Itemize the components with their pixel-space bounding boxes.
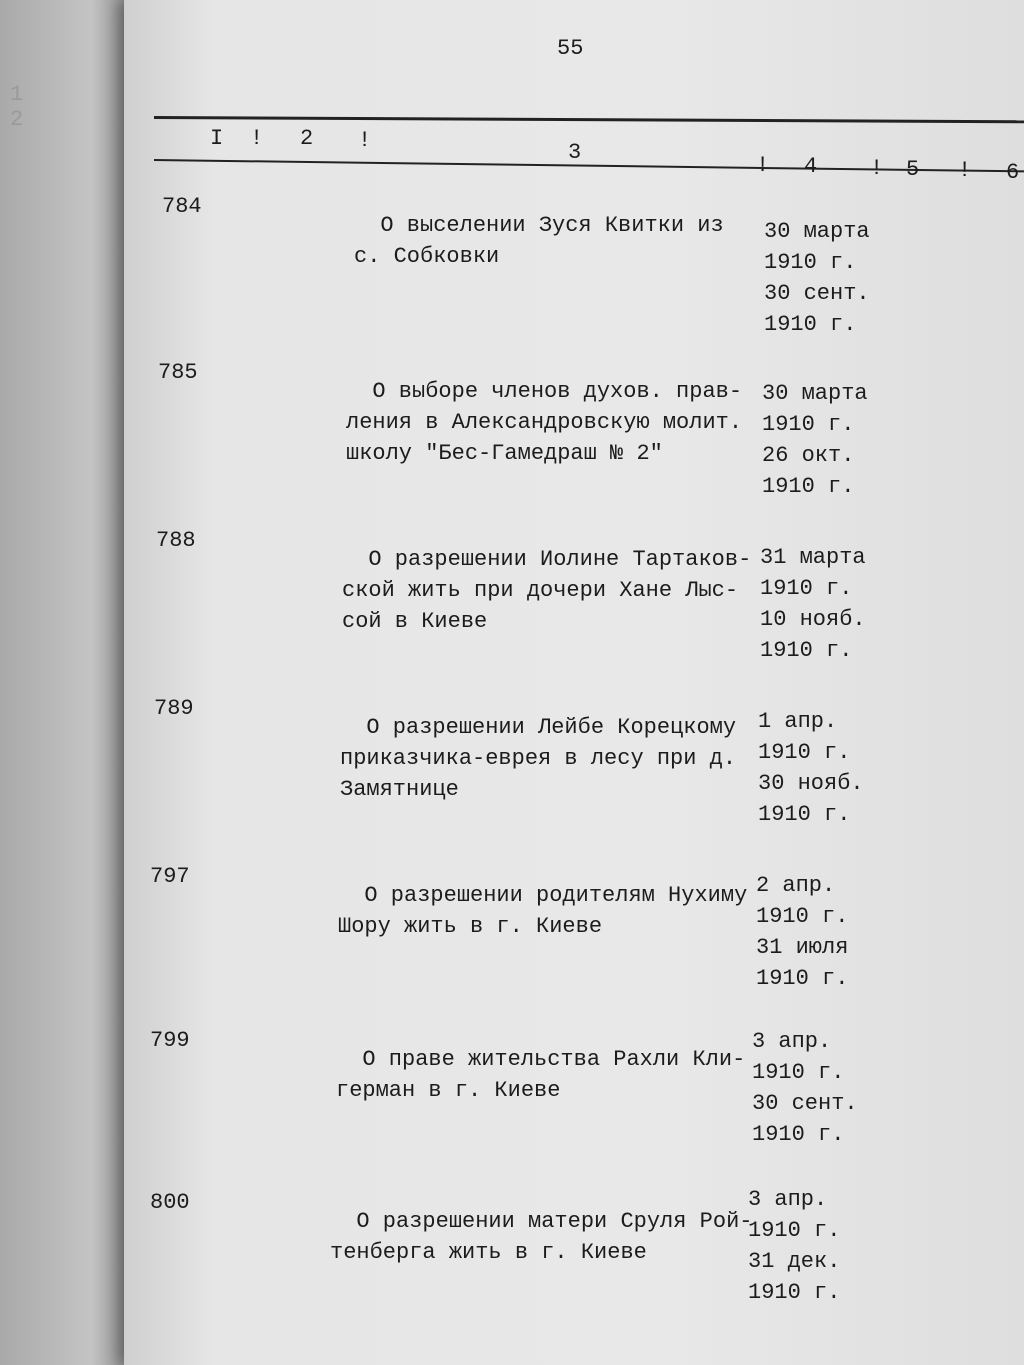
facing-page — [0, 0, 130, 1365]
end-year: 1910 г. — [758, 802, 851, 827]
end-date: 10 нояб. — [760, 607, 866, 632]
table-row — [124, 1187, 1024, 1350]
header-col-4: 4 — [804, 154, 818, 179]
header-separator: ! — [870, 156, 884, 181]
case-dates — [748, 1184, 878, 1308]
start-date: 3 апр. — [748, 1187, 828, 1212]
table-row — [124, 864, 1024, 1024]
header-separator: ! — [250, 126, 264, 151]
end-year: 1910 г. — [752, 1122, 845, 1147]
end-date: 30 нояб. — [758, 771, 864, 796]
start-year: 1910 г. — [764, 250, 857, 275]
start-year: 1910 г. — [758, 740, 851, 765]
start-year: 1910 г. — [756, 904, 849, 929]
case-number: 799 — [150, 1028, 190, 1053]
start-year: 1910 г. — [760, 576, 853, 601]
start-date: 3 апр. — [752, 1029, 832, 1054]
case-title: О выселении Зуся Квитки из с. Собковки — [354, 213, 724, 269]
case-title: О выборе членов духов. прав- ления в Александровскую молит. школу "Бес-Гамедраш № 2" — [346, 379, 743, 466]
table-header-rule — [154, 159, 1024, 173]
start-date: 31 марта — [760, 545, 866, 570]
header-col-6: 6 — [1006, 160, 1020, 185]
case-number: 800 — [150, 1190, 190, 1215]
start-date: 30 марта — [764, 219, 870, 244]
table-row — [124, 194, 1024, 354]
header-separator: ! — [756, 153, 770, 178]
start-year: 1910 г. — [748, 1218, 841, 1243]
case-title: О разрешении Иолине Тартаков- ской жить при дочери Хане Лыс- сой в Киеве — [342, 547, 752, 634]
case-title: О праве жительства Рахли Кли- герман в г. Киеве — [336, 1047, 746, 1103]
start-date: 1 апр. — [758, 709, 838, 734]
table-top-rule — [154, 116, 1024, 123]
header-separator: ! — [958, 158, 972, 183]
end-year: 1910 г. — [762, 474, 855, 499]
case-number: 789 — [154, 696, 194, 721]
header-col-1: I — [210, 126, 224, 151]
header-col-3: 3 — [568, 140, 582, 165]
table-row — [124, 1028, 1024, 1188]
case-dates — [764, 216, 894, 340]
start-year: 1910 г. — [752, 1060, 845, 1085]
header-separator: ! — [358, 128, 372, 153]
table-row — [124, 360, 1024, 520]
end-date: 26 окт. — [762, 443, 855, 468]
case-dates — [756, 870, 886, 994]
case-title: О разрешении Лейбе Корецкому приказчика-еврея в лесу при д. Замятнице — [340, 715, 737, 802]
case-number: 797 — [150, 864, 190, 889]
end-date: 30 сент. — [752, 1091, 858, 1116]
start-year: 1910 г. — [762, 412, 855, 437]
case-number: 788 — [156, 528, 196, 553]
start-date: 30 марта — [762, 381, 868, 406]
end-year: 1910 г. — [756, 966, 849, 991]
table-row — [124, 528, 1024, 688]
end-date: 30 сент. — [764, 281, 870, 306]
end-date: 31 июля — [756, 935, 849, 960]
case-dates — [752, 1026, 882, 1150]
case-number: 785 — [158, 360, 198, 385]
case-title: О разрешении родителям Нухиму Шору жить в г. Киеве — [338, 883, 748, 939]
case-dates — [758, 706, 888, 830]
end-date: 31 дек. — [748, 1249, 841, 1274]
end-year: 1910 г. — [764, 312, 857, 337]
header-col-5: 5 — [906, 157, 920, 182]
case-dates — [760, 542, 890, 666]
page-number: 55 — [557, 36, 584, 61]
header-col-2: 2 — [300, 126, 314, 151]
start-date: 2 апр. — [756, 873, 836, 898]
table-row — [124, 696, 1024, 856]
case-title: О разрешении матери Сруля Рой- тенберга жить в г. Киеве — [330, 1209, 753, 1265]
facing-page-ghost-text: 1 2 — [10, 82, 54, 132]
case-number: 784 — [162, 194, 202, 219]
end-year: 1910 г. — [748, 1280, 841, 1305]
end-year: 1910 г. — [760, 638, 853, 663]
case-dates — [762, 378, 892, 502]
document-page — [124, 0, 1024, 1365]
